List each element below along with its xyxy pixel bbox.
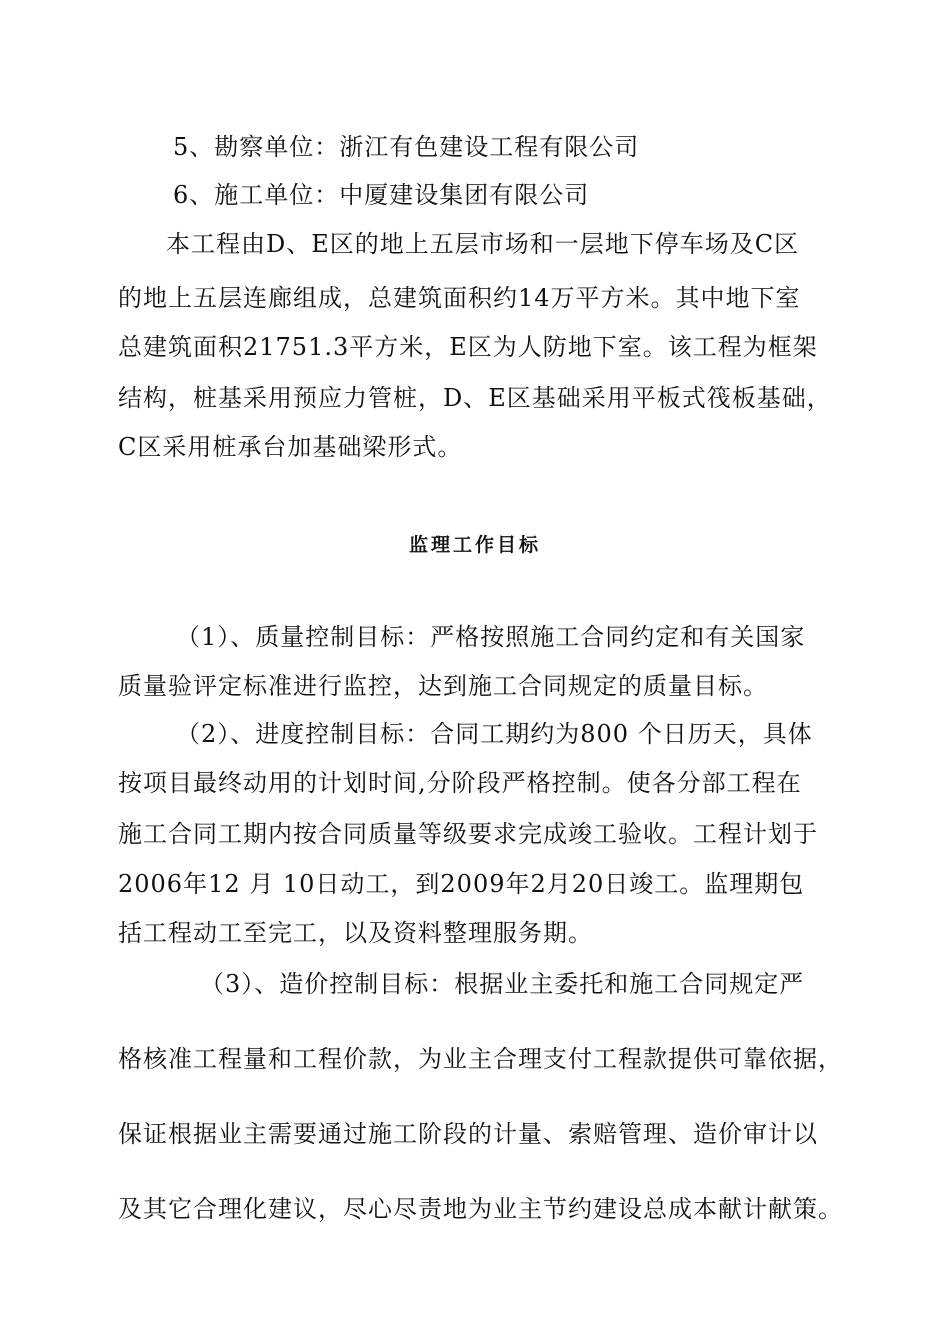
text-line: 结构，桩基采用预应力管桩，D、E区基础采用平板式筏板基础， — [118, 384, 832, 412]
text-line: 2006年12 月 10日动工，到2009年2月20日竣工。监理期包 — [118, 870, 805, 898]
section-title: 监理工作目标 — [408, 534, 541, 556]
text-line: （3）、造价控制目标：根据业主委托和施工合同规定严 — [200, 970, 805, 998]
text-line: 的地上五层连廊组成，总建筑面积约14万平方米。其中地下室 — [118, 284, 801, 312]
text-line: 本工程由D、E区的地上五层市场和一层地下停车场及C区 — [166, 230, 800, 258]
text-line: 保证根据业主需要通过施工阶段的计量、索赔管理、造价审计以 — [118, 1120, 818, 1148]
text-line: （1）、质量控制目标：严格按照施工合同约定和有关国家 — [176, 623, 806, 651]
text-line: （2）、进度控制目标：合同工期约为800 个日历天，具体 — [176, 720, 813, 748]
text-line: 质量验评定标准进行监控，达到施工合同规定的质量目标。 — [118, 672, 768, 700]
text-line: 6、施工单位：中厦建设集团有限公司 — [173, 181, 590, 209]
text-line: 施工合同工期内按合同质量等级要求完成竣工验收。工程计划于 — [118, 820, 818, 848]
text-line: 及其它合理化建议，尽心尽责地为业主节约建设总成本献计献策。 — [118, 1195, 843, 1223]
text-line: C区采用桩承台加基础梁形式。 — [118, 433, 463, 461]
text-line: 按项目最终动用的计划时间,分阶段严格控制。使各分部工程在 — [118, 769, 802, 797]
text-line: 总建筑面积21751.3平方米，E区为人防地下室。该工程为框架 — [118, 333, 818, 361]
text-line: 格核准工程量和工程价款，为业主合理支付工程款提供可靠依据， — [118, 1045, 843, 1073]
text-line: 括工程动工至完工，以及资料整理服务期。 — [118, 919, 593, 947]
text-line: 5、勘察单位：浙江有色建设工程有限公司 — [173, 133, 640, 161]
